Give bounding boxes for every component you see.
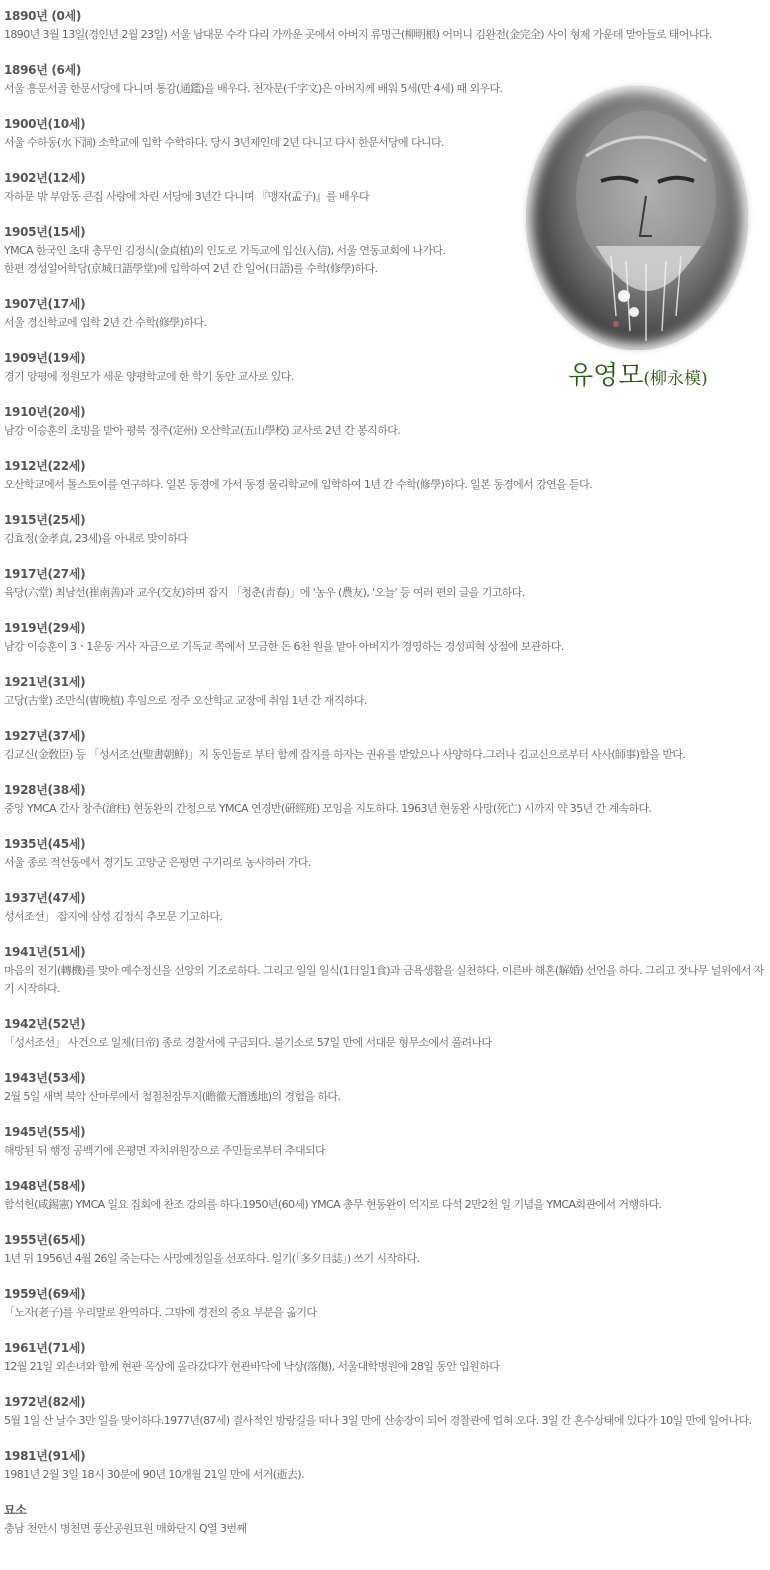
timeline-entry — [4, 566, 766, 602]
timeline-entry — [4, 458, 766, 494]
timeline-year: 1928년(38세) — [4, 783, 86, 797]
timeline-description — [4, 1250, 766, 1268]
timeline-entry — [4, 512, 766, 548]
timeline-entry — [4, 1070, 766, 1106]
timeline-entry — [4, 944, 766, 998]
timeline-description — [4, 584, 766, 602]
timeline-description — [4, 1520, 766, 1538]
timeline-year: 1917년(27세) — [4, 567, 86, 581]
timeline-year: 1910년(20세) — [4, 405, 86, 419]
timeline-year: 1900년(10세) — [4, 117, 86, 131]
timeline-year: 1961년(71세) — [4, 1341, 86, 1355]
timeline-description-line: 5월 1일 산 날수 3만 일을 맞이하다.1977년(87세) 결사적인 방랑길을 떠나 3일 만에 산송장이 되어 경찰관에 업혀 오다. 3일 간 혼수상태에 있다가 10일 만에 일어나다. — [4, 1414, 752, 1427]
timeline-year: 1907년(17세) — [4, 297, 86, 311]
person-name-hangul: 유영모 — [568, 361, 644, 391]
timeline-description-line: 한편 경성일어학당(京城日語學堂)에 입학하여 2년 간 일어(日語)를 수학(修學)하다. — [4, 262, 378, 275]
timeline-description — [4, 1304, 766, 1322]
timeline-description-line: 1890년 3월 13일(경인년 2월 23일) 서울 남대문 수각 다리 가까운 곳에서 아버지 류명근(柳明根) 어머니 김완전(金完全) 사이 형제 가운데 맏아들로 태어나다. — [4, 28, 712, 41]
timeline-year: 1937년(47세) — [4, 891, 86, 905]
timeline-description — [4, 1142, 766, 1160]
timeline-entry — [4, 8, 766, 44]
timeline-description — [4, 854, 766, 872]
timeline-description-line: 남강 이승훈이 3ㆍ1운동 거사 자금으로 기독교 쪽에서 모금한 돈 6천 원을 맡아 아버지가 경영하는 경성피혁 상점에 보관하다. — [4, 640, 564, 653]
timeline-description-line: 김교신(金敎臣) 등 「성서조선(聖書朝鮮)」지 동인들로 부터 함께 잡지를 하자는 권유를 받았으나 사양하다.그러나 김교신으로부터 사사(師事)함을 받다. — [4, 748, 686, 761]
timeline-description — [4, 26, 766, 44]
timeline-year: 1919년(29세) — [4, 621, 86, 635]
timeline-description — [4, 962, 766, 998]
timeline-description-line: 오산학교에서 톨스토이를 연구하다. 일본 동경에 가서 동경 물리학교에 입학하여 1년 간 수학(修學)하다. 일본 동경에서 강연을 듣다. — [4, 478, 593, 491]
timeline-description-line: 충남 천안시 병천면 풍산공원묘원 매화단지 Q열 3번째 — [4, 1522, 247, 1535]
timeline-year: 1935년(45세) — [4, 837, 86, 851]
timeline-entry — [4, 1286, 766, 1322]
person-name-hanja: (柳永模) — [643, 369, 708, 389]
timeline-entry — [4, 1394, 766, 1430]
timeline-description — [4, 1196, 766, 1214]
timeline-description — [4, 908, 766, 926]
timeline-year: 1972년(82세) — [4, 1395, 86, 1409]
timeline-description — [4, 530, 766, 548]
timeline-description-line: 자하문 밖 부암동 큰집 사랑에 차린 서당에 3년간 다니며 『맹자(孟子)』를 배우다 — [4, 190, 370, 203]
timeline-description-line: 경기 양평에 정원모가 세운 양평학교에 한 학기 동안 교사로 있다. — [4, 370, 294, 383]
timeline-description-line: 서울 수하동(水下洞) 소학교에 입학 수학하다. 당시 3년제인데 2년 다니고 다시 한문서당에 다니다. — [4, 136, 444, 149]
timeline-description-line: 2월 5일 새벽 북악 산마루에서 첨철천잠투지(瞻徹天潛透地)의 경험을 하다. — [4, 1090, 341, 1103]
timeline-description-line: 고당(古堂) 조만식(曺晩植) 후임으로 정주 오산학교 교장에 취임 1년 간 재직하다. — [4, 694, 367, 707]
timeline-entry — [4, 674, 766, 710]
timeline-description-line: 중앙 YMCA 간사 창주(滄柱) 현동완의 간청으로 YMCA 연경반(硏經班) 모임을 지도하다. 1963년 현동완 사망(死亡) 시까지 약 35년 간 계속하다. — [4, 802, 652, 815]
timeline-description — [4, 1088, 766, 1106]
timeline-description — [4, 368, 514, 386]
timeline-year: 1945년(55세) — [4, 1125, 86, 1139]
timeline-entry — [4, 782, 766, 818]
timeline-description-line: 함석헌(咸錫憲) YMCA 일요 집회에 찬조 강의를 하다.1950년(60세) YMCA 총무 현동완이 억지로 다석 2만2천 일 기념을 YMCA회관에서 거행하다. — [4, 1198, 662, 1211]
timeline-description-line: 서울 흥문서골 한문서당에 다니며 통감(通鑑)을 배우다. 천자문(千字文)은 아버지께 배워 5세(만 4세) 때 외우다. — [4, 82, 503, 95]
timeline-entry — [4, 1178, 766, 1214]
timeline-entry — [4, 1340, 766, 1376]
timeline-year: 1890년 (0세) — [4, 9, 82, 23]
timeline-description-line: 「성서조선」 사건으로 일제(日帝) 종로 경찰서에 구금되다. 불기소로 57일 만에 서대문 형무소에서 풀려나다 — [4, 1036, 492, 1049]
timeline-year: 1909년(19세) — [4, 351, 86, 365]
timeline-description-line: 육당(六堂) 최남선(崔南善)과 교우(交友)하며 잡지 「청춘(靑春)」에 '농우 (農友), '오늘' 등 여러 편의 글을 기고하다. — [4, 586, 525, 599]
timeline-year: 1981년(91세) — [4, 1449, 86, 1463]
timeline-description — [4, 746, 766, 764]
timeline-description — [4, 1034, 766, 1052]
timeline-entry — [4, 1124, 766, 1160]
timeline-description-line: 서울 경신학교에 입학 2년 간 수학(修學)하다. — [4, 316, 207, 329]
timeline-description — [4, 1466, 766, 1484]
timeline-year: 1915년(25세) — [4, 513, 86, 527]
timeline-description — [4, 800, 766, 818]
timeline-year: 1948년(58세) — [4, 1179, 86, 1193]
timeline-year: 1927년(37세) — [4, 729, 86, 743]
timeline-year: 1955년(65세) — [4, 1233, 86, 1247]
timeline-year: 1905년(15세) — [4, 225, 86, 239]
timeline-entry — [4, 836, 766, 872]
timeline-description — [4, 638, 766, 656]
timeline-description-line: 서울 종로 적선동에서 경기도 고양군 은평면 구기리로 농사하러 가다. — [4, 856, 311, 869]
timeline-description — [4, 188, 514, 206]
timeline-entry — [4, 1502, 766, 1538]
timeline-description-line: YMCA 한국인 초대 총무인 김정식(金貞植)의 인도로 기독교에 입신(入信), 서울 연동교회에 나가다. — [4, 244, 446, 257]
timeline-entry — [4, 728, 766, 764]
timeline-description-line: 성서조선」 잡지에 삼성 김정식 추모문 기고하다. — [4, 910, 223, 923]
timeline-description-line: 김효정(金孝貞, 23세)을 아내로 맞이하다 — [4, 532, 188, 545]
portrait-face-illustration — [526, 86, 748, 350]
timeline-description-line: 「노자(老子)를 우리말로 완역하다. 그밖에 경전의 중요 부분을 옮기다 — [4, 1306, 317, 1319]
timeline-description — [4, 314, 514, 332]
timeline-entry — [4, 1448, 766, 1484]
timeline-entry — [4, 890, 766, 926]
timeline-year: 1941년(51세) — [4, 945, 86, 959]
timeline-description — [4, 422, 766, 440]
timeline-year: 1921년(31세) — [4, 675, 86, 689]
timeline-description-line: 남강 이승훈의 초빙을 받아 평북 정주(定州) 오산학교(五山學校) 교사로 2년 간 봉직하다. — [4, 424, 401, 437]
timeline-description — [4, 692, 766, 710]
timeline-year: 1959년(69세) — [4, 1287, 86, 1301]
portrait-photo — [526, 86, 748, 350]
timeline-year: 1943년(53세) — [4, 1071, 86, 1085]
timeline-entry — [4, 1016, 766, 1052]
timeline-entry — [4, 620, 766, 656]
timeline-year: 묘소 — [4, 1503, 27, 1517]
timeline-description — [4, 476, 766, 494]
person-name — [568, 360, 758, 395]
timeline-year: 1912년(22세) — [4, 459, 86, 473]
timeline-year: 1896년 (6세) — [4, 63, 82, 77]
timeline-description — [4, 1358, 766, 1376]
timeline-year: 1902년(12세) — [4, 171, 86, 185]
timeline-description — [4, 242, 514, 278]
timeline-description-line: 12월 21일 외손녀와 함께 현관 옥상에 올라갔다가 현관바닥에 낙상(落傷), 서울대학병원에 28일 동안 입원하다 — [4, 1360, 500, 1373]
timeline-entry — [4, 1232, 766, 1268]
timeline-description-line: 1981년 2월 3일 18시 30분에 90년 10개월 21일 만에 서거(逝去). — [4, 1468, 304, 1481]
timeline-description-line: 해방된 뒤 행정 공백기에 은평면 자치위원장으로 주민들로부터 추대되다 — [4, 1144, 326, 1157]
portrait-block — [520, 80, 760, 410]
timeline-description-line: 마음의 전기(轉機)를 맞아 예수정신을 신앙의 기조로하다. 그리고 일일 일식(1日일1食)과 금욕생활을 실천하다. 이른바 해혼(解婚) 선언을 하다. 그리고 잣나무 널위에서 자기 시작하다. — [4, 964, 764, 995]
timeline-year: 1942년(52년) — [4, 1017, 86, 1031]
timeline-description-line: 1년 뒤 1956년 4월 26일 죽는다는 사망예정일을 선포하다. 일기(「多夕日誌」) 쓰기 시작하다. — [4, 1252, 420, 1265]
timeline-description — [4, 1412, 766, 1430]
